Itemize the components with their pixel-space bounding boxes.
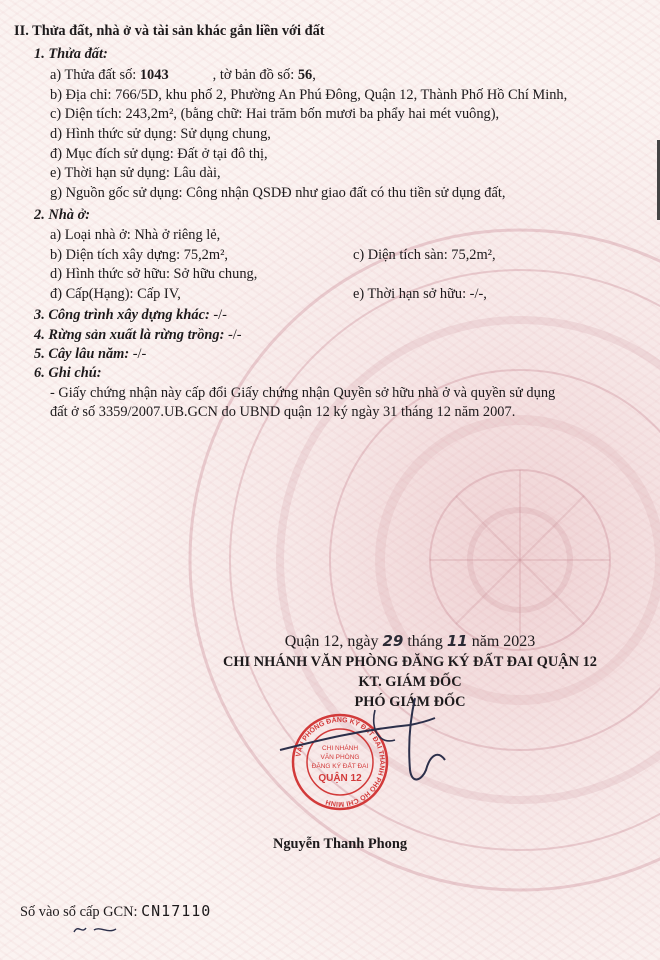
issuing-org: CHI NHÁNH VĂN PHÒNG ĐĂNG KÝ ĐẤT ĐAI QUẬN 12 (222, 654, 598, 670)
house-floor-area: c) Diện tích sàn: 75,2m², (353, 247, 496, 263)
registry-label: Số vào sổ cấp GCN: (20, 904, 142, 920)
note-line-2: đất ở số 3359/2007.UB.GCN do UBND quận 12 ký ngày 31 tháng 12 năm 2007. (50, 404, 516, 420)
registry-initials (70, 920, 140, 940)
land-purpose: đ) Mục đích sử dụng: Đất ở tại đô thị, (50, 146, 268, 162)
svg-text:VĂN PHÒNG: VĂN PHÒNG (320, 754, 360, 761)
house-grade: đ) Cấp(Hạng): Cấp IV, (50, 286, 181, 302)
handwritten-signature (270, 690, 470, 800)
forest-heading: 4. Rừng sản xuất là rừng trồng: (34, 327, 225, 343)
house-ownership-form: d) Hình thức sở hữu: Sở hữu chung, (50, 266, 258, 282)
house-heading: 2. Nhà ở: (34, 207, 91, 223)
house-type: a) Loại nhà ở: Nhà ở riêng lẻ, (50, 227, 221, 243)
date-month: 11 (446, 632, 468, 650)
svg-text:ĐĂNG KÝ ĐẤT ĐAI: ĐĂNG KÝ ĐẤT ĐAI (311, 763, 369, 770)
other-works-line (34, 306, 227, 324)
land-address: b) Địa chỉ: 766/5D, khu phố 2, Phường An Phú Đông, Quận 12, Thành Phố Hồ Chí Minh, (50, 87, 568, 103)
forest-value: -/- (224, 327, 242, 343)
date-place: Quận 12, ngày (284, 633, 383, 650)
map-number: 56 (297, 67, 313, 83)
perennial-line (34, 345, 146, 363)
deputy-director: PHÓ GIÁM ĐỐC (354, 694, 466, 710)
section-title: II. Thửa đất, nhà ở và tài sản khác gắn liền với đất (14, 23, 325, 39)
land-usage-form: d) Hình thức sử dụng: Sử dụng chung, (50, 126, 271, 142)
perennial-heading: 5. Cây lâu năm: (34, 346, 130, 362)
signer-name: Nguyễn Thanh Phong (272, 836, 408, 852)
plot-number: 1043 (139, 67, 169, 83)
map-label: , tờ bản đồ số: (212, 67, 298, 83)
land-heading: 1. Thửa đất: (34, 46, 108, 62)
signature-date (180, 632, 640, 651)
forest-line (34, 326, 242, 344)
other-works-value: -/- (209, 307, 227, 323)
land-plot-line (50, 66, 316, 84)
svg-text:VĂN PHÒNG ĐĂNG KÝ ĐẤT ĐAI THÀN: VĂN PHÒNG ĐĂNG KÝ ĐẤT ĐAI THÀNH PHỐ HỒ CHÍ MINH (295, 716, 386, 808)
plot-comma: , (312, 67, 316, 83)
plot-label: a) Thửa đất số: (50, 67, 140, 83)
date-year: năm 2023 (467, 633, 536, 650)
kt-director: KT. GIÁM ĐỐC (358, 674, 462, 690)
notes-heading: 6. Ghi chú: (34, 365, 102, 381)
registry-number: CN17110 (141, 902, 212, 920)
land-area: c) Diện tích: 243,2m², (bằng chữ: Hai trăm bốn mươi ba phẩy hai mét vuông), (50, 106, 500, 122)
svg-text:CHI NHÁNH: CHI NHÁNH (321, 745, 359, 752)
perennial-value: -/- (129, 346, 147, 362)
date-month-label: tháng (403, 633, 447, 650)
house-ownership-duration: e) Thời hạn sở hữu: -/-, (353, 286, 487, 302)
land-duration: e) Thời hạn sử dụng: Lâu dài, (50, 165, 221, 181)
note-line-1: - Giấy chứng nhận này cấp đổi Giấy chứng nhận Quyền sở hữu nhà ở và quyền sử dụng (50, 385, 556, 401)
svg-text:QUẬN 12: QUẬN 12 (318, 773, 362, 784)
land-origin: g) Nguồn gốc sử dụng: Công nhận QSDĐ như giao đất có thu tiền sử dụng đất, (50, 185, 506, 201)
registry-line (20, 902, 211, 921)
date-day: 29 (382, 632, 404, 650)
house-build-area: b) Diện tích xây dựng: 75,2m², (50, 247, 228, 263)
other-works-heading: 3. Công trình xây dựng khác: (34, 307, 210, 323)
